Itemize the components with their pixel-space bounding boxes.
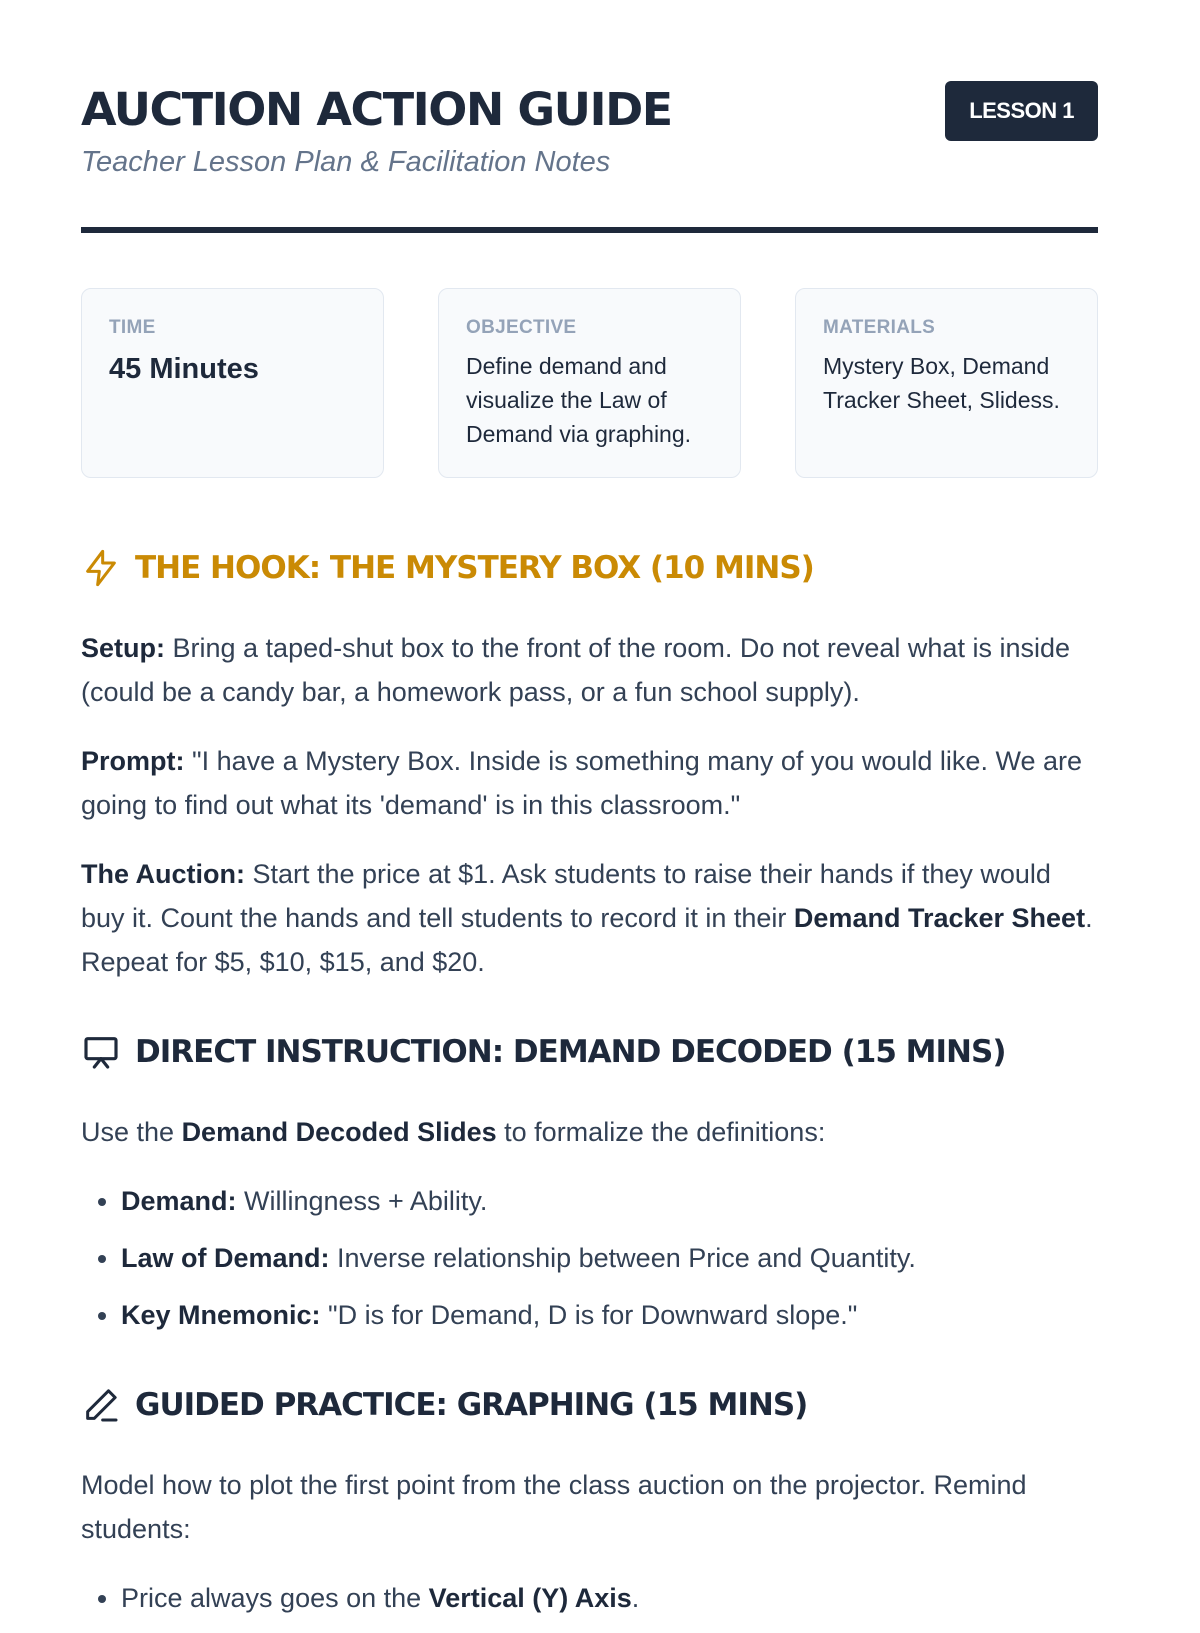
objective-label: OBJECTIVE <box>466 317 577 338</box>
practice-title: GUIDED PRACTICE: GRAPHING (15 MINS) <box>135 1387 808 1423</box>
prompt-text: "I have a Mystery Box. Inside is something many of you would like. We are going to find out what its 'demand' is in this classroom." <box>81 746 1082 820</box>
item-label: Law of Demand: <box>121 1243 330 1273</box>
objective-card <box>438 288 741 478</box>
lightning-icon <box>81 548 121 588</box>
page-header <box>81 0 1098 178</box>
page-title: AUCTION ACTION GUIDE <box>81 82 672 136</box>
list-item <box>121 1179 1098 1223</box>
intro-text-1: Use the <box>81 1117 182 1147</box>
auction-bold: Demand Tracker Sheet <box>793 903 1086 933</box>
instruction-title: DIRECT INSTRUCTION: DEMAND DECODED (15 MINS) <box>135 1034 1006 1070</box>
definitions-list <box>81 1179 1098 1337</box>
hook-prompt <box>81 739 1098 827</box>
item-bold: Vertical (Y) Axis <box>428 1583 632 1613</box>
hook-auction <box>81 852 1098 984</box>
item-text: Price always goes on the <box>121 1583 429 1613</box>
hook-heading <box>81 543 1098 593</box>
instruction-heading <box>81 1027 1098 1077</box>
materials-value: Mystery Box, Demand Tracker Sheet, Slidess. <box>823 353 1060 413</box>
setup-text: Bring a taped-shut box to the front of the room. Do not reveal what is inside (could be a candy bar, a homework pass, or a fun school supply). <box>81 633 1071 707</box>
practice-heading <box>81 1380 1098 1430</box>
item-text: "D is for Demand, D is for Downward slope." <box>320 1300 858 1330</box>
item-label: Demand: <box>121 1186 237 1216</box>
hook-section <box>81 543 1098 984</box>
item-text: Inverse relationship between Price and Quantity. <box>329 1243 916 1273</box>
auction-text-1: Start the price at $1. Ask students to raise their hands if they would buy it. Count the hands and tell students to record it in their <box>81 859 1051 933</box>
intro-bold: Demand Decoded Slides <box>181 1117 497 1147</box>
list-item <box>121 1576 1098 1620</box>
time-value: 45 Minutes <box>109 353 259 385</box>
auction-text-2: . Repeat for $5, $10, $15, and $20. <box>81 903 1093 977</box>
setup-label: Setup: <box>81 633 165 663</box>
presentation-icon <box>81 1032 121 1072</box>
page-subtitle: Teacher Lesson Plan & Facilitation Notes <box>81 146 611 178</box>
practice-section <box>81 1380 1098 1633</box>
practice-list <box>81 1576 1098 1620</box>
pencil-icon <box>81 1385 121 1425</box>
list-item <box>121 1293 1098 1337</box>
materials-label: MATERIALS <box>823 317 936 338</box>
time-card <box>81 288 384 478</box>
hook-setup <box>81 626 1098 714</box>
practice-intro: Model how to plot the first point from the class auction on the projector. Remind students: <box>81 1470 1027 1544</box>
objective-value: Define demand and visualize the Law of Demand via graphing. <box>466 353 692 447</box>
lesson-badge: LESSON 1 <box>945 81 1098 141</box>
instruction-section <box>81 1027 1098 1350</box>
header-divider <box>81 227 1098 233</box>
time-label: TIME <box>109 317 156 338</box>
hook-title: THE HOOK: THE MYSTERY BOX (10 MINS) <box>135 550 814 586</box>
overview-cards <box>81 288 1098 478</box>
list-item <box>121 1236 1098 1280</box>
item-end: . <box>631 1583 640 1613</box>
item-text: Willingness + Ability. <box>236 1186 488 1216</box>
prompt-label: Prompt: <box>81 746 185 776</box>
instruction-intro <box>81 1110 1098 1154</box>
intro-text-2: to formalize the definitions: <box>496 1117 826 1147</box>
auction-label: The Auction: <box>81 859 245 889</box>
materials-card <box>795 288 1098 478</box>
item-label: Key Mnemonic: <box>121 1300 321 1330</box>
